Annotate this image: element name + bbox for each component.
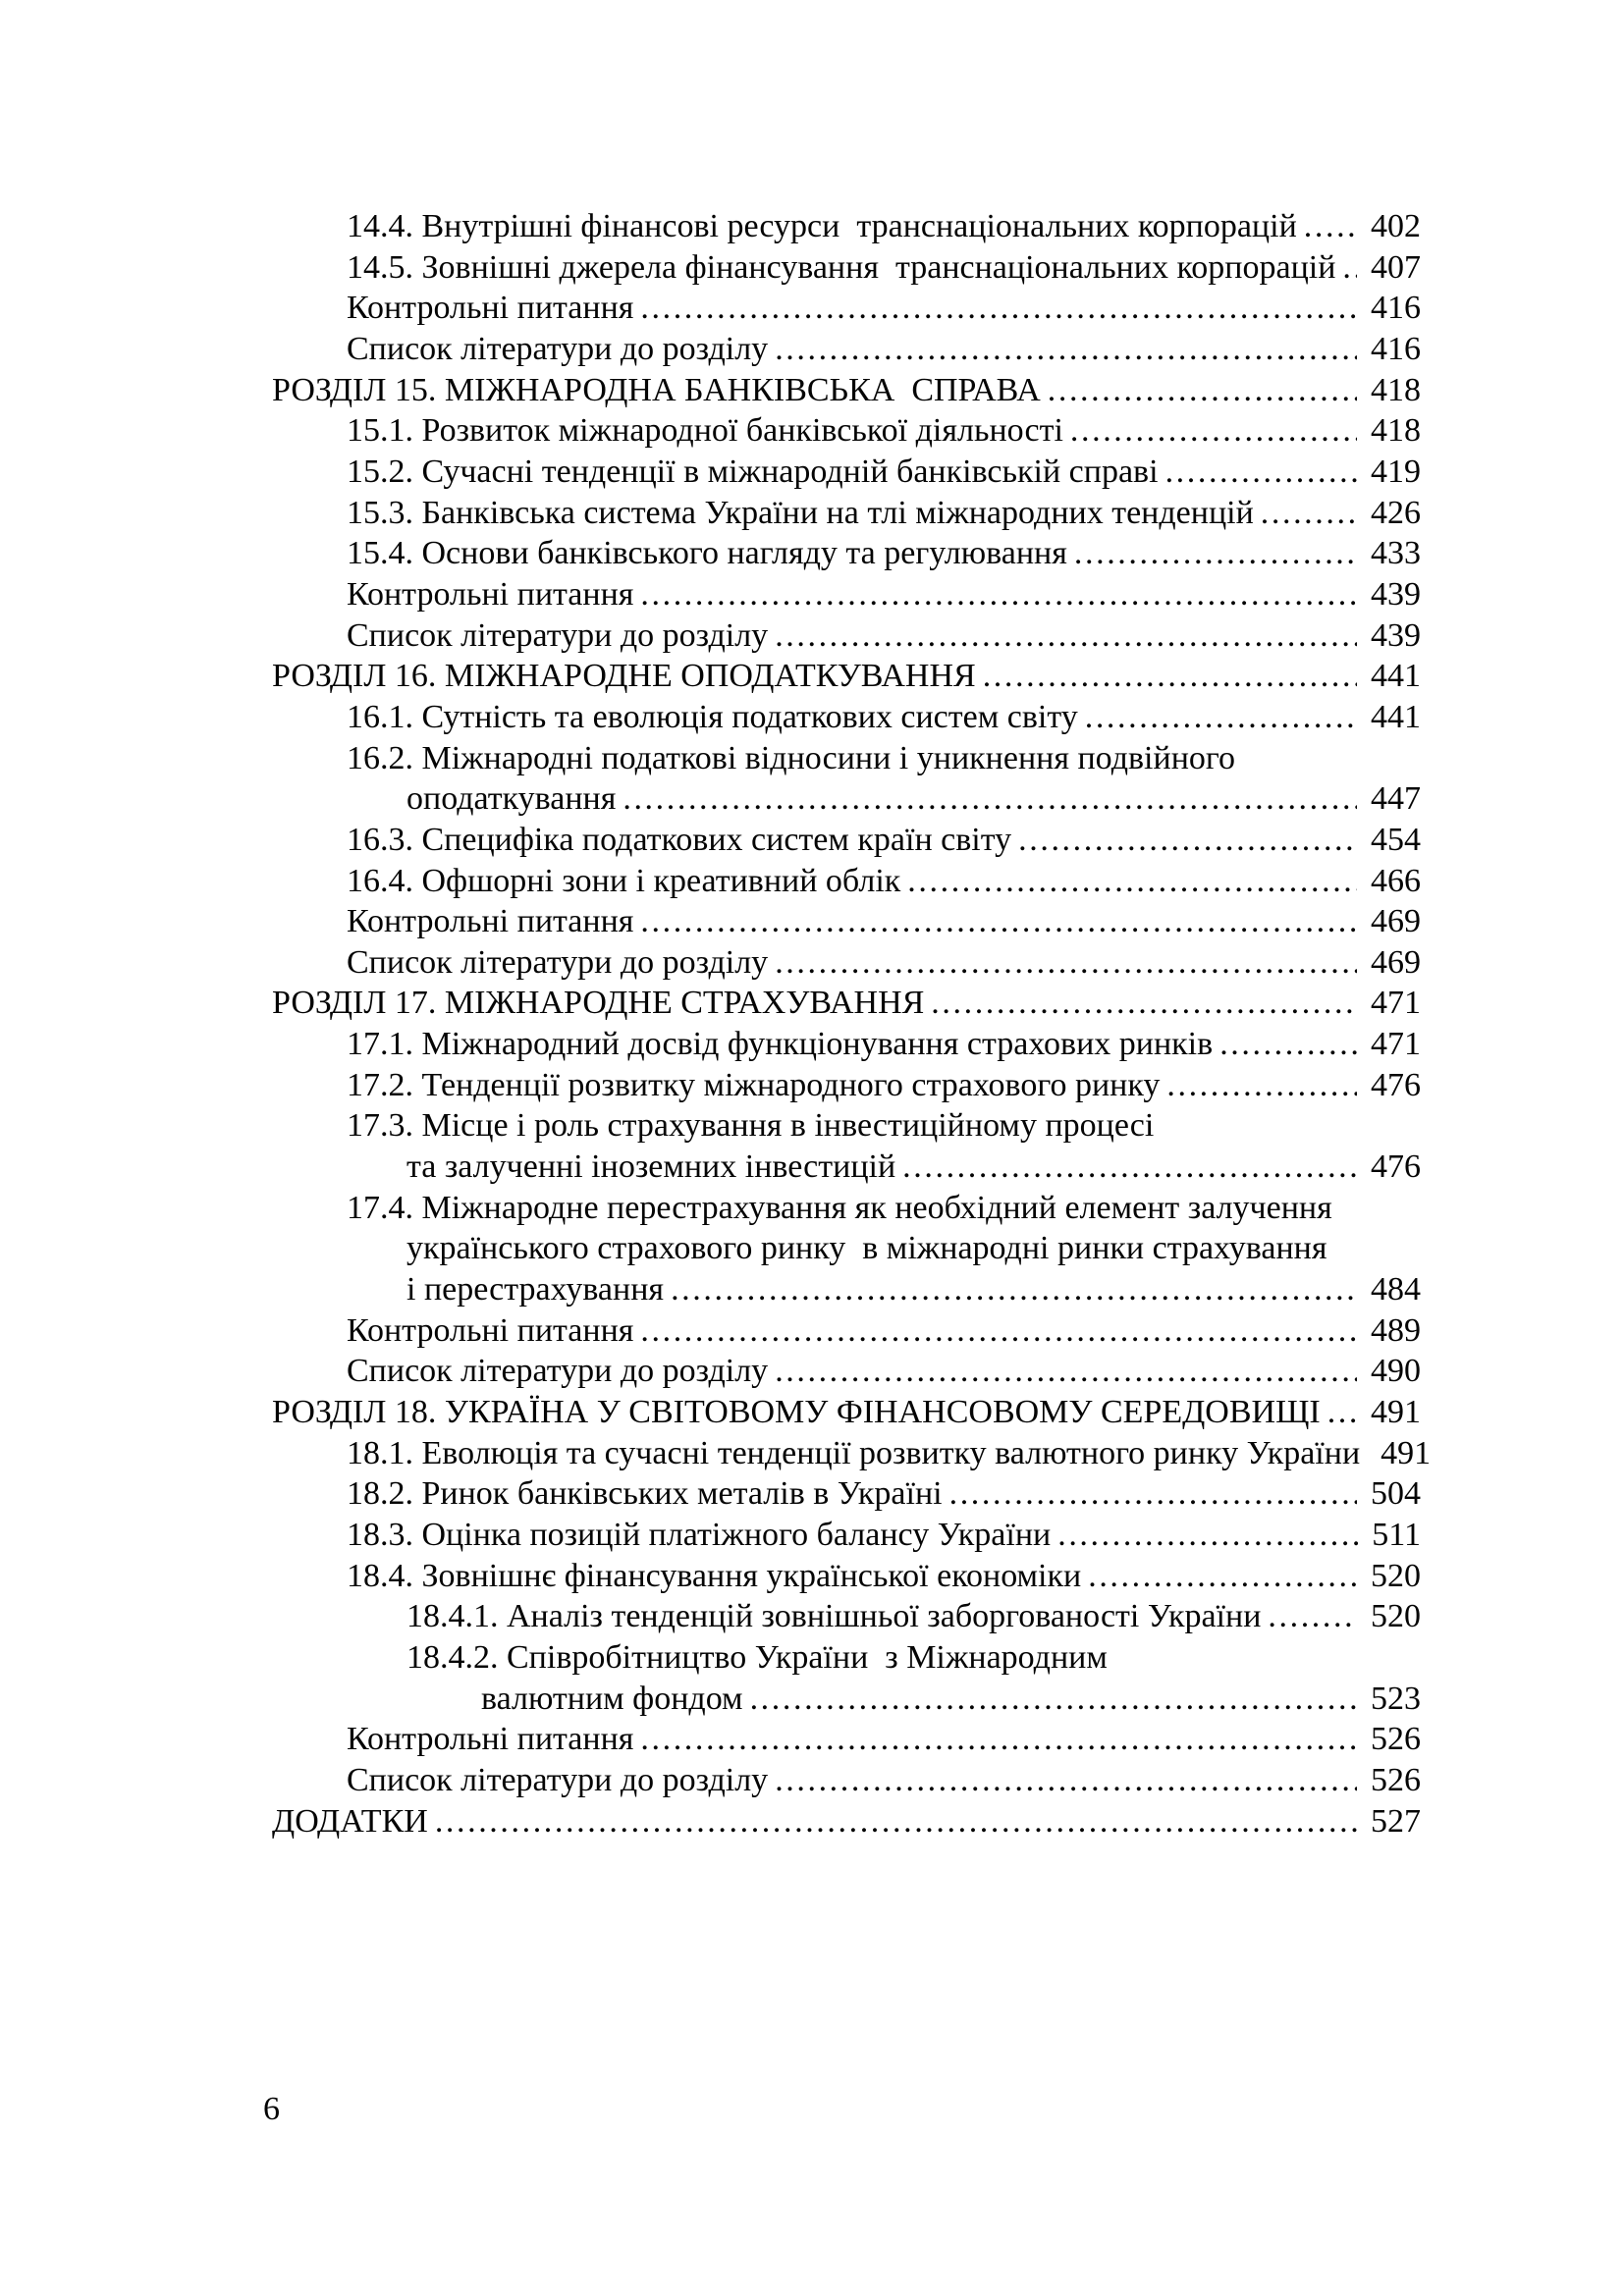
toc-line bbox=[272, 1147, 1421, 1188]
toc-line bbox=[272, 1637, 1421, 1679]
toc-entry-text: Контрольні питання bbox=[347, 903, 634, 940]
toc-line bbox=[272, 1024, 1421, 1065]
toc-entry-text: РОЗДІЛ 17. МІЖНАРОДНЕ СТРАХУВАННЯ bbox=[272, 985, 925, 1022]
dot-leader bbox=[1088, 1556, 1357, 1597]
toc-page-number: 416 bbox=[1371, 290, 1421, 327]
toc-entry-text: 15.4. Основи банківського нагляду та регулювання bbox=[347, 535, 1067, 572]
toc-page-number: 520 bbox=[1371, 1598, 1421, 1635]
dot-leader bbox=[1219, 1024, 1357, 1065]
toc-page-number: 407 bbox=[1371, 248, 1421, 286]
toc-page-number: 471 bbox=[1371, 985, 1421, 1022]
dot-leader bbox=[671, 1269, 1357, 1310]
toc-line bbox=[272, 1188, 1421, 1229]
dot-leader bbox=[775, 329, 1357, 370]
toc-entry-text: та залученні іноземних інвестицій bbox=[406, 1148, 896, 1186]
toc-entry-text: 16.4. Офшорні зони і креативний облік bbox=[347, 862, 901, 899]
toc-entry-text: Контрольні питання bbox=[347, 1311, 634, 1349]
toc-entry-text: РОЗДІЛ 18. УКРАЇНА У СВІТОВОМУ ФІНАНСОВОМУ СЕРЕДОВИЩІ bbox=[272, 1394, 1321, 1431]
page-number: 6 bbox=[263, 2091, 280, 2127]
toc-line bbox=[272, 1310, 1421, 1352]
toc-line bbox=[272, 493, 1421, 534]
toc-entry-text: і перестрахування bbox=[406, 1271, 665, 1308]
toc-entry-text: 17.3. Місце і роль страхування в інвестиційному процесі bbox=[347, 1107, 1155, 1145]
toc-line bbox=[272, 1065, 1421, 1106]
toc-line bbox=[272, 820, 1421, 861]
toc-entry-text: 18.4. Зовнішнє фінансування української економіки bbox=[347, 1557, 1082, 1594]
dot-leader bbox=[1165, 452, 1357, 493]
toc-page-number: 476 bbox=[1371, 1066, 1421, 1103]
dot-leader bbox=[640, 574, 1357, 615]
dot-leader bbox=[1342, 247, 1357, 289]
toc-page-number: 511 bbox=[1372, 1517, 1421, 1553]
dot-leader bbox=[1268, 1596, 1357, 1637]
toc-entry-text: Контрольні питання bbox=[347, 290, 634, 327]
dot-leader bbox=[1085, 697, 1357, 738]
toc-line bbox=[272, 452, 1421, 493]
dot-leader bbox=[775, 1351, 1357, 1392]
toc-page-number: 441 bbox=[1371, 698, 1421, 735]
toc-line bbox=[272, 656, 1421, 697]
dot-leader bbox=[640, 1310, 1357, 1352]
toc-line bbox=[272, 615, 1421, 657]
toc-page-number: 471 bbox=[1371, 1026, 1421, 1063]
toc-line bbox=[272, 370, 1421, 411]
toc-line bbox=[272, 1596, 1421, 1637]
toc-page-number: 419 bbox=[1371, 453, 1421, 490]
toc-line bbox=[272, 1760, 1421, 1801]
toc-page-number: 439 bbox=[1371, 616, 1421, 654]
toc-line bbox=[272, 247, 1421, 289]
toc-entry-text: Список літератури до розділу bbox=[347, 330, 769, 367]
toc-line bbox=[272, 983, 1421, 1024]
dot-leader bbox=[623, 778, 1357, 820]
toc-entry-text: 18.3. Оцінка позицій платіжного балансу України bbox=[347, 1517, 1052, 1553]
dot-leader bbox=[1048, 370, 1357, 411]
toc-page-number: 439 bbox=[1371, 575, 1421, 613]
toc-entry-text: 14.4. Внутрішні фінансові ресурси транснаціональних корпорацій bbox=[347, 208, 1297, 244]
toc-page-number: 489 bbox=[1371, 1311, 1421, 1349]
dot-leader bbox=[907, 861, 1357, 902]
toc-page-number: 490 bbox=[1371, 1353, 1421, 1390]
toc-page-number: 469 bbox=[1371, 943, 1421, 981]
toc-line bbox=[272, 329, 1421, 370]
toc-page-number: 416 bbox=[1371, 330, 1421, 367]
toc-line bbox=[272, 778, 1421, 820]
dot-leader bbox=[435, 1801, 1357, 1842]
toc-entry-text: 15.3. Банківська система України на тлі міжнародних тенденцій bbox=[347, 494, 1254, 531]
toc-entry-text: Список літератури до розділу bbox=[347, 1353, 769, 1390]
toc-line bbox=[272, 1392, 1421, 1433]
toc-page-number: 426 bbox=[1371, 494, 1421, 531]
toc-entry-text: 16.1. Сутність та еволюція податкових систем світу bbox=[347, 698, 1078, 735]
dot-leader bbox=[775, 1760, 1357, 1801]
dot-leader bbox=[1304, 206, 1357, 247]
toc-line bbox=[272, 410, 1421, 452]
toc-entry-text: Контрольні питання bbox=[347, 575, 634, 613]
toc-line bbox=[272, 738, 1421, 779]
toc-entry-text: 18.1. Еволюція та сучасні тенденції розвитку валютного ринку України bbox=[347, 1434, 1361, 1471]
toc-line bbox=[272, 1433, 1432, 1474]
toc-entry-text: 16.2. Міжнародні податкові відносини і уникнення подвійного bbox=[347, 739, 1235, 776]
toc-entry-text: 17.1. Міжнародний досвід функціонування страхових ринків bbox=[347, 1026, 1214, 1063]
toc-page-number: 526 bbox=[1371, 1721, 1421, 1758]
dot-leader bbox=[640, 288, 1357, 329]
dot-leader bbox=[775, 942, 1357, 984]
dot-leader bbox=[750, 1679, 1357, 1720]
toc-entry-text: 17.2. Тенденції розвитку міжнародного страхового ринку bbox=[347, 1066, 1161, 1103]
toc-page-number: 520 bbox=[1371, 1557, 1421, 1594]
toc-line bbox=[272, 1269, 1421, 1310]
dot-leader bbox=[949, 1473, 1357, 1515]
toc-line bbox=[272, 861, 1421, 902]
toc-line bbox=[272, 1105, 1421, 1147]
dot-leader bbox=[1074, 533, 1357, 574]
dot-leader bbox=[1018, 820, 1357, 861]
toc-entry-text: РОЗДІЛ 15. МІЖНАРОДНА БАНКІВСЬКА СПРАВА bbox=[272, 371, 1041, 408]
dot-leader bbox=[931, 983, 1357, 1024]
dot-leader bbox=[1057, 1515, 1358, 1556]
toc-page-number: 433 bbox=[1371, 535, 1421, 572]
toc-line bbox=[272, 206, 1421, 247]
toc-page-number: 454 bbox=[1371, 821, 1421, 858]
dot-leader bbox=[902, 1147, 1357, 1188]
toc-entry-text: Список літератури до розділу bbox=[347, 943, 769, 981]
toc-entry-text: Список літератури до розділу bbox=[347, 1761, 769, 1798]
toc-entry-text: валютним фондом bbox=[481, 1680, 743, 1717]
toc-line bbox=[272, 1228, 1421, 1269]
toc-page-number: 441 bbox=[1371, 658, 1421, 695]
toc-line bbox=[272, 901, 1421, 942]
toc-line bbox=[272, 533, 1421, 574]
toc-entry-text: 18.4.2. Співробітництво України з Міжнародним bbox=[406, 1638, 1108, 1676]
toc-line bbox=[272, 574, 1421, 615]
toc-page-number: 402 bbox=[1371, 208, 1421, 244]
toc-page-number: 469 bbox=[1371, 903, 1421, 940]
toc-page-number: 466 bbox=[1371, 862, 1421, 899]
toc-entry-text: 14.5. Зовнішні джерела фінансування транснаціональних корпорацій bbox=[347, 248, 1336, 286]
toc-entry-text: 18.2. Ринок банківських металів в Україні bbox=[347, 1475, 943, 1513]
toc-entry-text: 18.4.1. Аналіз тенденцій зовнішньої заборгованості України bbox=[406, 1598, 1262, 1635]
toc-page-number: 527 bbox=[1371, 1802, 1421, 1840]
toc-page-number: 491 bbox=[1380, 1434, 1432, 1471]
toc-entry-text: 16.3. Специфіка податкових систем країн світу bbox=[347, 821, 1012, 858]
toc-line bbox=[272, 1556, 1421, 1597]
toc-page-number: 418 bbox=[1371, 412, 1421, 450]
toc-entry-text: Контрольні питання bbox=[347, 1721, 634, 1758]
dot-leader bbox=[1327, 1392, 1357, 1433]
toc-entry-text: українського страхового ринку в міжнародні ринки страхування bbox=[406, 1230, 1327, 1267]
dot-leader bbox=[1261, 493, 1357, 534]
toc-line bbox=[272, 1801, 1421, 1842]
toc-entry-text: РОЗДІЛ 16. МІЖНАРОДНЕ ОПОДАТКУВАННЯ bbox=[272, 658, 976, 695]
toc-line bbox=[272, 288, 1421, 329]
toc-entry-text: оподаткування bbox=[406, 780, 617, 818]
toc-entry-text: 15.2. Сучасні тенденції в міжнародній банківській справі bbox=[347, 453, 1159, 490]
toc-line bbox=[272, 942, 1421, 984]
toc-page-number: 523 bbox=[1371, 1680, 1421, 1717]
dot-leader bbox=[1070, 410, 1357, 452]
dot-leader bbox=[640, 901, 1357, 942]
toc-page-number: 504 bbox=[1371, 1475, 1421, 1513]
toc-page-number: 447 bbox=[1371, 780, 1421, 818]
dot-leader bbox=[775, 615, 1357, 657]
toc-page-number: 476 bbox=[1371, 1148, 1421, 1186]
dot-leader bbox=[1166, 1065, 1357, 1106]
toc-line bbox=[272, 1679, 1421, 1720]
toc-page-number: 491 bbox=[1371, 1394, 1421, 1431]
toc-line bbox=[272, 1351, 1421, 1392]
toc-entry-text: 15.1. Розвиток міжнародної банківської діяльності bbox=[347, 412, 1063, 450]
table-of-contents bbox=[272, 206, 1432, 1842]
toc-page-number: 418 bbox=[1371, 371, 1421, 408]
toc-entry-text: 17.4. Міжнародне перестрахування як необхідний елемент залучення bbox=[347, 1189, 1332, 1226]
toc-page-number: 484 bbox=[1371, 1271, 1421, 1308]
toc-line bbox=[272, 1515, 1421, 1556]
toc-entry-text: Список літератури до розділу bbox=[347, 616, 769, 654]
toc-line bbox=[272, 1473, 1421, 1515]
toc-entry-text: ДОДАТКИ bbox=[272, 1802, 428, 1840]
toc-page-number: 526 bbox=[1371, 1761, 1421, 1798]
dot-leader bbox=[983, 656, 1357, 697]
toc-line bbox=[272, 697, 1421, 738]
dot-leader bbox=[640, 1719, 1357, 1760]
toc-line bbox=[272, 1719, 1421, 1760]
